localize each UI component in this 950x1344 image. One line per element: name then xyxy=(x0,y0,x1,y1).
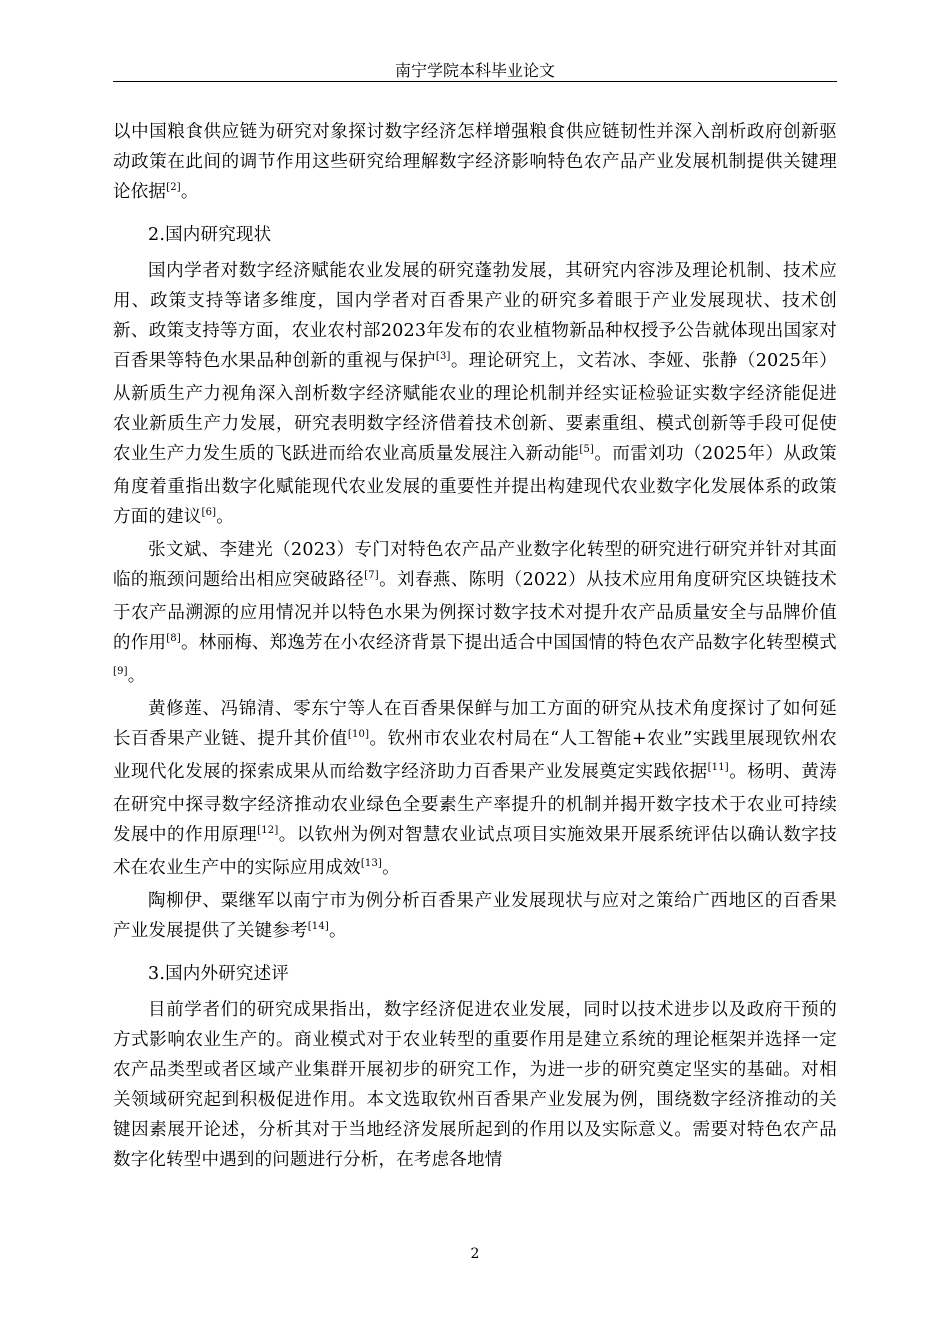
citation: [5] xyxy=(579,444,595,455)
document-body xyxy=(113,117,837,1175)
citation: [3] xyxy=(435,351,451,362)
citation: [13] xyxy=(360,858,383,869)
citation: [6] xyxy=(201,507,217,518)
citation: [11] xyxy=(707,762,729,773)
paragraph: 国内学者对数字经济赋能农业发展的研究蓬勃发展，其研究内容涉及理论机制、技术应用、政策支持等诸多维度，国内学者对百香果产业的研究多着眼于产业发展现状、技术创新、政策支持等方面，农业农村部2023年发布的农业植物新品种权授予公告就体现出国家对百香果等特色水果品种创新的重视与保护[3]。理论研究上，文若冰、李娅、张静（2025年）从新质生产力视角深入剖析数字经济赋能农业的理论机制并经实证检验证实数字经济能促进农业新质生产力发展，研究表明数字经济借着技术创新、要素重组、模式创新等手段可促使农业生产力发生质的飞跃进而给农业高质量发展注入新动能[5]。而雷刘功（2025年）从政策角度着重指出数字化赋能现代农业发展的重要性并提出构建现代农业数字化发展体系的政策方面的建议[6]。 xyxy=(113,261,837,527)
citation: [9] xyxy=(113,666,128,677)
header-rule xyxy=(113,81,837,82)
citation: [7] xyxy=(364,570,379,581)
citation: [10] xyxy=(347,729,370,740)
paragraph: 陶柳伊、粟继军以南宁市为例分析百香果产业发展现状与应对之策给广西地区的百香果产业发展提供了关键参考[14]。 xyxy=(113,891,837,941)
page-number: 2 xyxy=(470,1246,480,1262)
citation: [8] xyxy=(166,633,181,644)
section-heading: 2.国内研究现状 xyxy=(148,225,272,245)
paragraph: 目前学者们的研究成果指出，数字经济促进农业发展，同时以技术进步以及政府干预的方式影响农业生产的。商业模式对于农业转型的重要作用是建立系统的理论框架并选择一定农产品类型或者区域产业集群开展初步的研究工作，为进一步的研究奠定坚实的基础。对相关领域研究起到积极促进作用。本文选取钦州百香果产业发展为例，围绕数字经济推动的关键因素展开论述，分析其对于当地经济发展所起到的作用以及实际意义。需要对特色农产品数字化转型中遇到的问题进行分析，在考虑各地情 xyxy=(113,1000,837,1170)
citation: [2] xyxy=(166,182,181,193)
paragraph: 张文斌、李建光（2023）专门对特色农产品产业数字化转型的研究进行研究并针对其面临的瓶颈问题给出相应突破路径[7]。刘春燕、陈明（2022）从技术应用角度研究区块链技术于农产品溯源的应用情况并以特色水果为例探讨数字技术对提升农产品质量安全与品牌价值的作用[8]。林丽梅、郑逸芳在小农经济背景下提出适合中国国情的特色农产品数字化转型模式[9]。 xyxy=(113,540,837,686)
paragraph: 黄修莲、冯锦清、零东宁等人在百香果保鲜与加工方面的研究从技术角度探讨了如何延长百香果产业链、提升其价值[10]。钦州市农业农村局在“人工智能+农业”实践里展现钦州农业现代化发展的探索成果从而给数字经济助力百香果产业发展奠定实践依据[11]。杨明、黄涛在研究中探寻数字经济推动农业绿色全要素生产率提升的机制并揭开数字技术于农业可持续发展中的作用原理[12]。以钦州为例对智慧农业试点项目实施效果开展系统评估以确认数字技术在农业生产中的实际应用成效[13]。 xyxy=(113,699,837,878)
page-header: 南宁学院本科毕业论文 xyxy=(394,61,555,80)
section-heading: 3.国内外研究述评 xyxy=(148,964,289,984)
citation: [12] xyxy=(257,825,279,836)
citation: [14] xyxy=(307,921,330,932)
paragraph: 以中国粮食供应链为研究对象探讨数字经济怎样增强粮食供应链韧性并深入剖析政府创新驱动政策在此间的调节作用这些研究给理解数字经济影响特色农产品产业发展机制提供关键理论依据[2]。 xyxy=(113,122,837,202)
